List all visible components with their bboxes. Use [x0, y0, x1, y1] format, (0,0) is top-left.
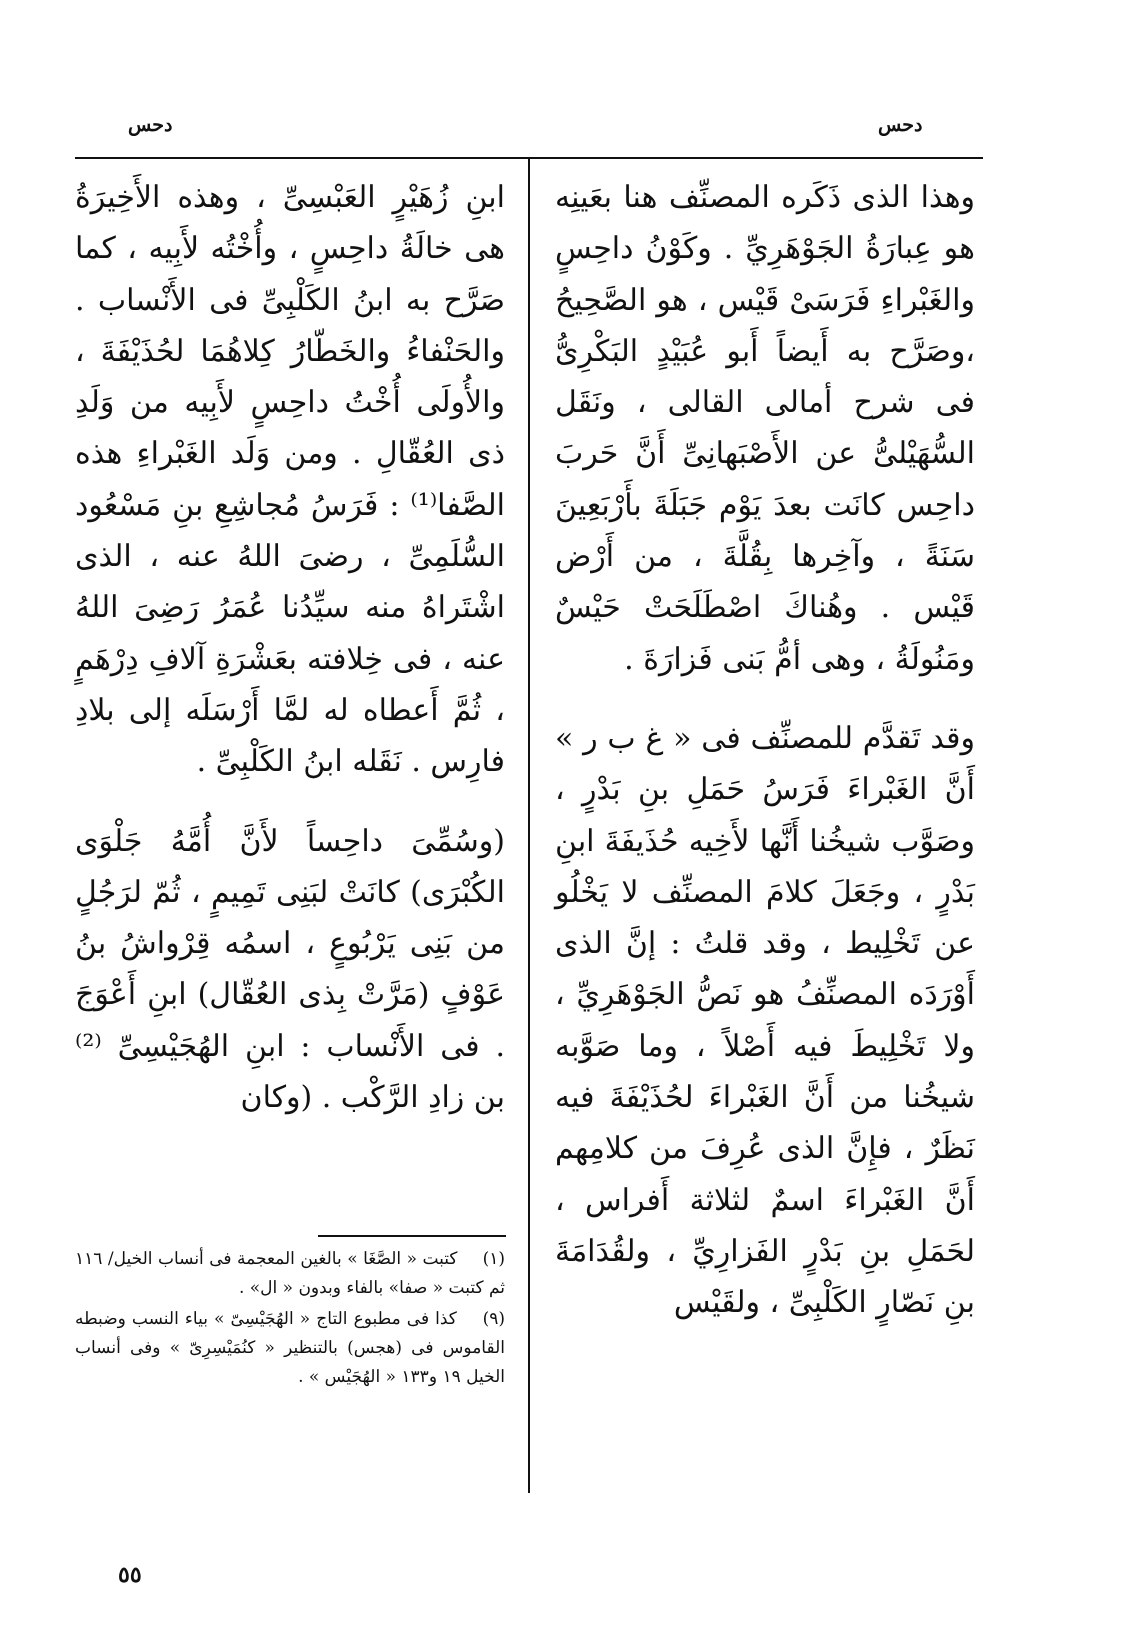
left-paragraph-2: (وسُمِّىَ داحِساً لأَنَّ أُمَّهُ جَلْوَى الكُبْرَى) كانَتْ لبَنِى تَمِيمٍ ، ثُمّ لرَجُلٍ من بَنِى يَرْبُوعٍ ، اسمُه قِرْواشُ بنُ عَوْفٍ (مَرَّتْ بِذى العُقّال) ابنِ أَعْوَجَ . فى الأَنْساب : ابنِ الهُجَيْسِىِّ ⁽²⁾ بن زادِ الرَّكْب . (وكان: [75, 823, 505, 1116]
page-number: ٥٥: [118, 1562, 142, 1588]
footnote-2: [75, 1305, 505, 1392]
footnote-1: [75, 1245, 505, 1303]
left-paragraph-1: ابنِ زُهَيْرٍ العَبْسِىِّ ، وهذه الأَخِيرَةُ هى خالَةُ داحِسٍ ، وأُخْتُه لأَبِيه ، كما صَرَّح به ابنُ الكَلْبِىِّ فى الأَنْساب . والحَنْفاءُ والخَطّارُ كِلاهُمَا لحُذَيْفَةَ ، والأُولَى أُخْتُ داحِسٍ لأَبِيه من وَلَدِ ذى العُقّالِ . ومن وَلَد الغَبْراءِ هذه الصَّفا⁽¹⁾ : فَرَسُ مُجاشِعِ بنِ مَسْعُود السُّلَمِىِّ ، رضىَ اللهُ عنه ، الذى اشْتَراهُ منه سيِّدُنا عُمَرُ رَضِىَ اللهُ عنه ، فى خِلافته بعَشْرَةِ آلافِ دِرْهَمٍ ، ثُمَّ أَعطاه له لمَّا أَرْسَلَه إلى بلادِ فارِس . نَقَله ابنُ الكَلْبِىِّ .: [75, 180, 505, 780]
footnote-rule: [318, 1235, 506, 1237]
running-header-right: دحس: [878, 114, 923, 136]
footnote-2-mark: (٩): [482, 1309, 505, 1329]
footnote-1-mark: (١): [482, 1249, 505, 1269]
footnote-1-text: كتبت « الصَّغَا » بالغين المعجمة فى أنساب الخيل/ ١١٦ ثم كتبت « صفا» بالفاء وبدون « ال» .: [75, 1249, 505, 1298]
footnotes: [75, 1245, 505, 1394]
right-paragraph-2: وقد تَقدَّم للمصنِّف فى « غ ب ر » أَنَّ الغَبْراءَ فَرَسُ حَمَلِ بنِ بَدْرٍ ، وصَوَّب شيخُنا أَنَّها لأَخِيه حُذَيفَةَ ابنِ بَدْرٍ ، وجَعَلَ كلامَ المصنِّف لا يَخْلُو عن تَخْلِيط ، وقد قلتُ : إنَّ الذى أَوْرَدَه المصنِّفُ هو نَصُّ الجَوْهَرِيِّ ، ولا تَخْلِيطَ فيه أَصْلاً ، وما صَوَّبه شيخُنا من أَنَّ الغَبْراءَ لحُذَيْفَةَ فيه نَظَرٌ ، فإِنَّ الذى عُرِفَ من كلامِهم أَنَّ الغَبْراءَ اسمٌ لثلاثة أَفراس ، لحَمَلِ بنِ بَدْرٍ الفَزارِيِّ ، ولقُدَامَةَ بنِ نَصّارٍ الكَلْبِىِّ ، ولقَيْس: [555, 720, 975, 1321]
column-divider: [528, 157, 530, 1493]
left-column: [75, 172, 505, 1123]
running-header-left: دحس: [128, 114, 173, 136]
right-paragraph-1: وهذا الذى ذَكَره المصنِّف هنا بعَينِه هو عِبارَةُ الجَوْهَرِيِّ . وكَوْنُ داحِسٍ والغَبْراءِ فَرَسَىْ قَيْس ، هو الصَّحِيحُ ،وصَرَّح به أَيضاً أَبو عُبَيْدٍ البَكْرِىُّ فى شرح أمالى القالى ، ونَقَل السُّهَيْلىُّ عن الأَصْبَهانِىِّ أَنَّ حَربَ داحِس كانَت بعدَ يَوْم جَبَلَةَ بأَرْبَعِينَ سَنَةً ، وآخِرها بِقُلَّةَ ، من أَرْض قَيْس . وهُناكَ اصْطَلَحَتْ حَيْسٌ ومَنُولَةُ ، وهى أمُّ بَنى فَزارَةَ .: [555, 180, 975, 677]
footnote-2-text: كذا فى مطبوع التاج « الهُجَيْسِىّ » بياء النسب وضبطه القاموس فى (هجس) بالتنظير « كنُمَيْسِرِىّ » وفى أنساب الخيل ١٩ و١٣٣ « الهُجَيْس » .: [75, 1309, 505, 1387]
right-column: [555, 172, 975, 1329]
